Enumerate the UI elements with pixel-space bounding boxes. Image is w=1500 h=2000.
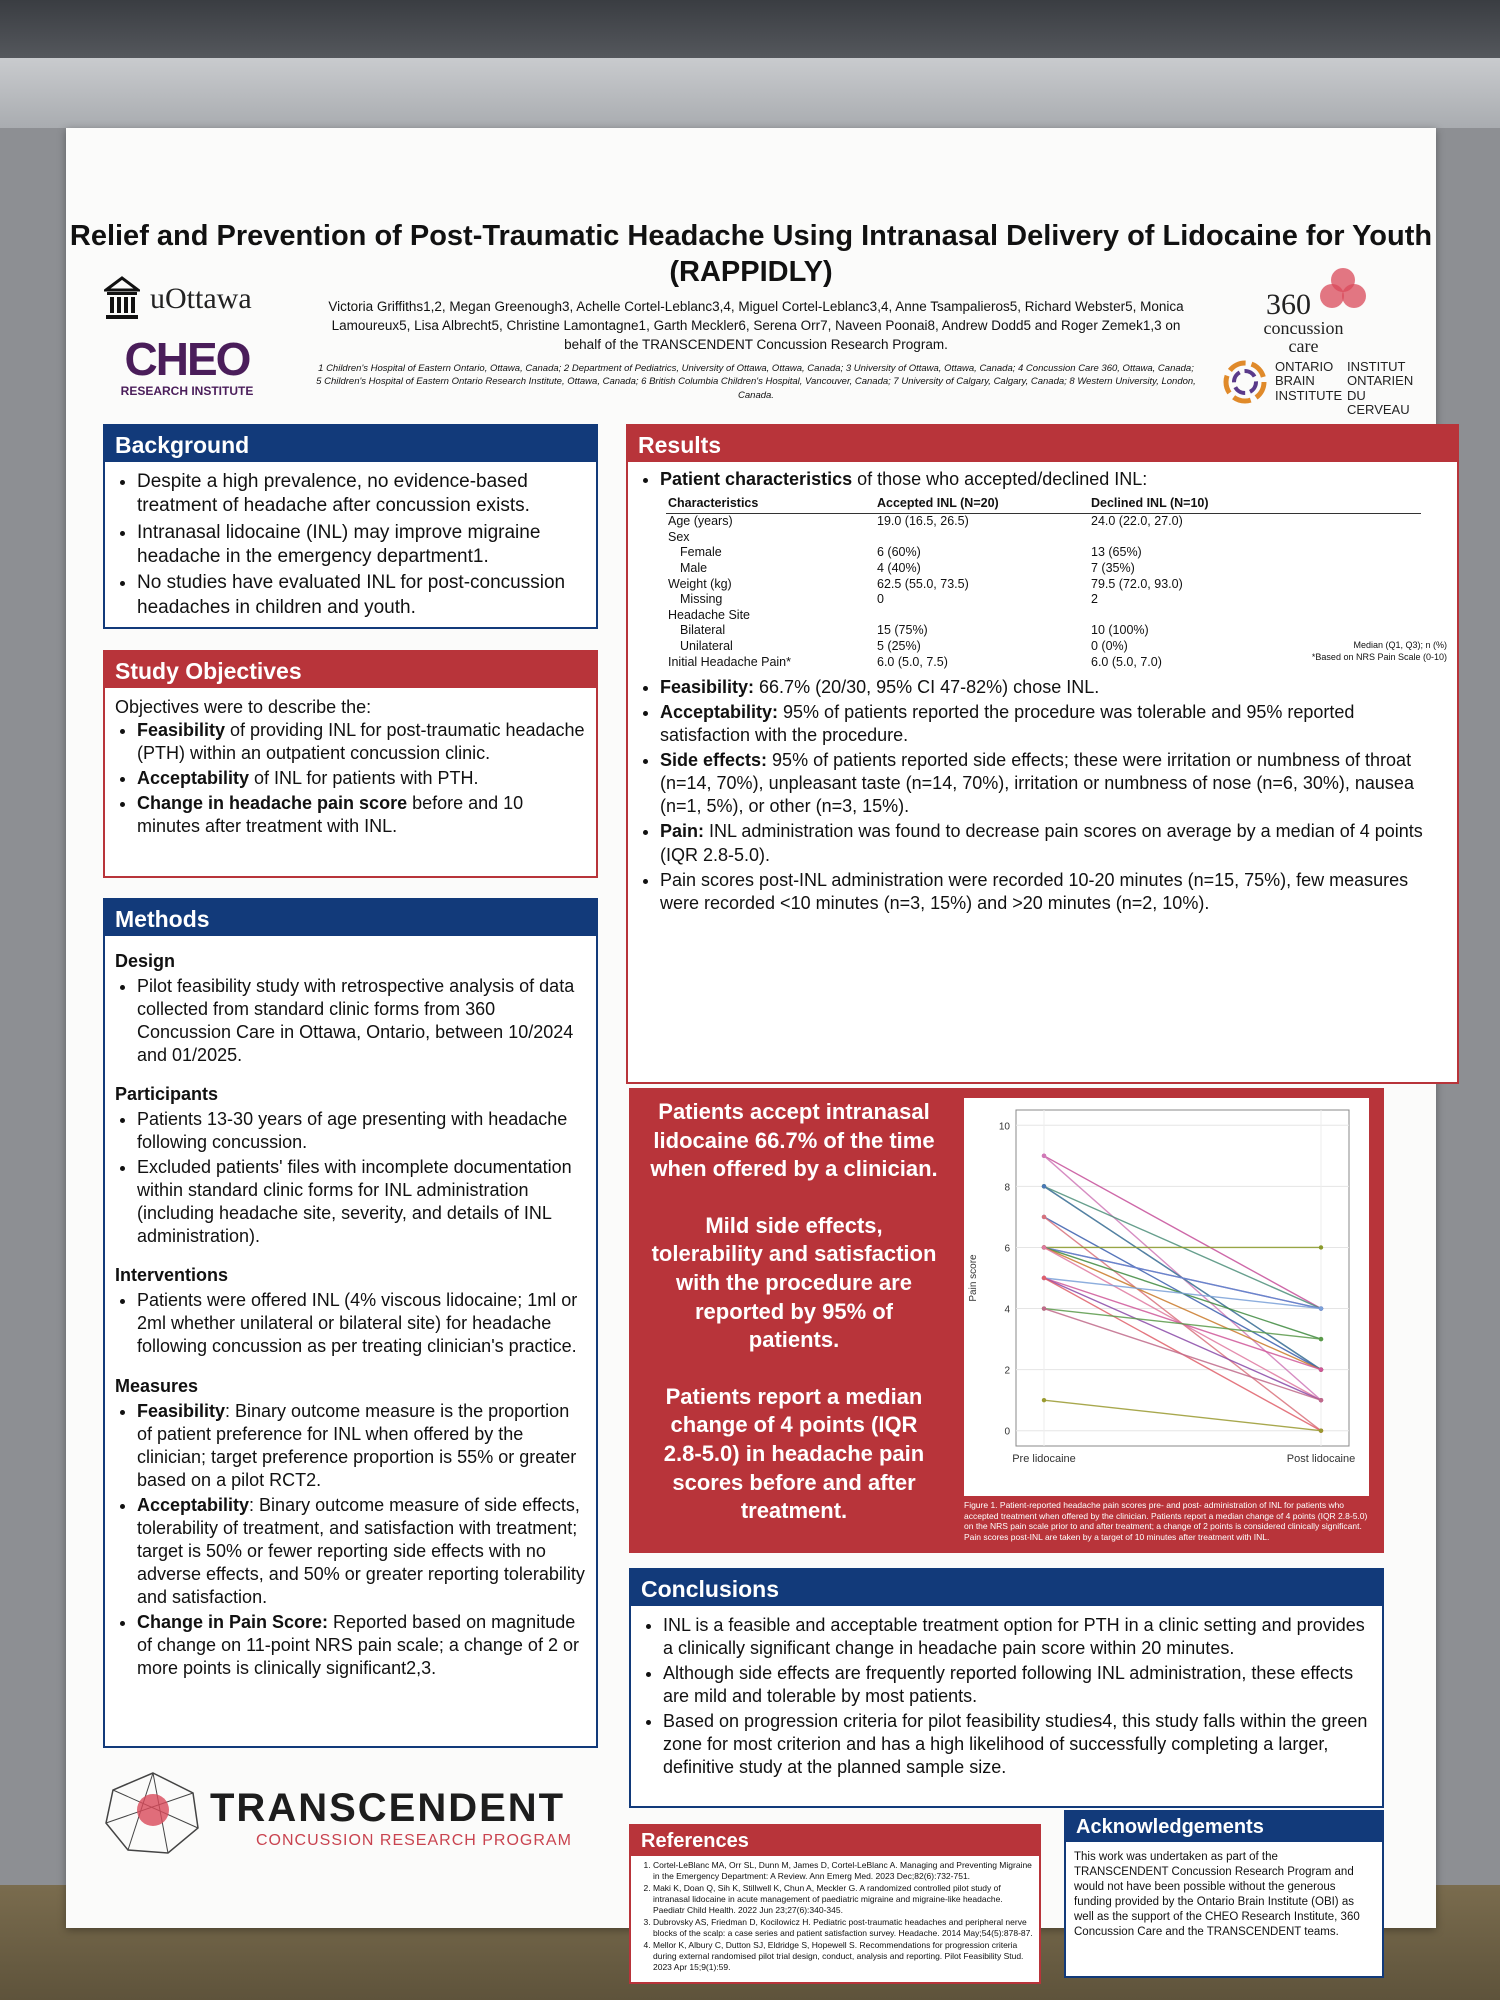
list-item [137, 719, 586, 765]
uottawa-wordmark: uOttawa [150, 282, 252, 315]
item-text: 95% of patients reported side effects; these were irritation or numbness of throat (n=14, 70%), unpleasant taste (n=14, 70%), irritation or numbness of nose (n=6, 30%), nausea (n=1, 5%), or other (n=3, 15%). [660, 750, 1414, 817]
row-label: Male [680, 560, 708, 575]
table-row [666, 561, 1421, 577]
table-row [666, 655, 1421, 671]
participants-heading: Participants [115, 1084, 219, 1105]
table-row [666, 530, 1421, 546]
cheo-logo [112, 333, 262, 398]
obi-name-en: ONTARIO BRAIN INSTITUTE [1275, 359, 1343, 403]
row-label: Unilateral [680, 639, 733, 654]
table-cell [1089, 608, 1421, 624]
data-point [1319, 1367, 1323, 1371]
list-item: • Patients were offered INL (4% viscous lidocaine; 1ml or 2ml whether unilateral or bilateral site) for headache following concussion as per treating clinician's practice. [137, 1289, 586, 1358]
table-cell: 5 (25%) [877, 639, 921, 654]
table-row [666, 577, 1421, 593]
item-label: Feasibility [137, 720, 226, 741]
cheo-subtitle: RESEARCH INSTITUTE [120, 384, 254, 398]
table-row [666, 514, 1421, 530]
item-label: Change in headache pain score [137, 793, 408, 814]
item-text: : Binary outcome measure is the proportion of patient preference for INL when offered by the clinician; target preference proportion is 55% or greater based on a pilot RCT2. [137, 1400, 577, 1490]
row-label: Missing [680, 592, 723, 607]
list-item: • Patients 13-30 years of age presenting with headache following concussion. [137, 1108, 586, 1154]
author-list: Victoria Griffiths1,2, Megan Greenough3, Achelle Cortel-Leblanc3,4, Miguel Cortel-Leblanc3,4, Anne Tsampalieros5, Richard Webster5, Monica Lamoureux5, Lisa Albrecht5, Christine Lamontagne1, Garth Meckler6, Serena Orr7, Naveen Poonai8, Andrew Dodd5 and Roger Zemek1,3 on behalf of the TRANSCENDENT Concussion Research Program. [328, 299, 1184, 352]
list-item: • Based on progression criteria for pilot feasibility studies4, this study falls within the green zone for most criterion and has a high likelihood of successfully completing a larger, definitive study at the planned sample size. [663, 1710, 1372, 1779]
patient-characteristics-table [666, 493, 1421, 670]
key-finding: Patients accept intranasal lidocaine 66.7% of the time when offered by a clinician. [650, 1099, 938, 1182]
acknowledgements-text: This work was undertaken as part of the TRANSCENDENT Concussion Research Program and would not have been possible without the generous funding provided by the Ontario Brain Institute (OBI) as well as the support of the CHEO Research Institute, 360 Concussion Care and the TRANSCENDENT teams. [1074, 1851, 1360, 1938]
transcendent-subtitle: CONCUSSION RESEARCH PROGRAM [256, 1832, 572, 1849]
data-point [1319, 1337, 1323, 1341]
list-item: • Intranasal lidocaine (INL) may improve migraine headache in the emergency department1. [137, 521, 586, 570]
university-building-icon [104, 276, 140, 320]
row-label: Initial Headache Pain* [668, 654, 791, 669]
objectives-heading: Study Objectives [105, 652, 596, 688]
concussion-care-360-logo [1246, 266, 1386, 356]
ceiling [0, 0, 1500, 60]
affiliations: 1 Children's Hospital of Eastern Ontario, Ottawa, Canada; 2 Department of Pediatrics, University of Ottawa, Ottawa, Canada; 3 University of Ottawa, Ottawa, Canada; 4 Concussion Care 360, Ottawa, Canada; 5 Children's Hospital of Eastern Ontario Research Institute, Ottawa, Canada; 6 British Columbia Children's Hospital, Vancouver, Canada; 7 University of Calgary, Calgary, Canada; 8 Western University, London, Canada. [316, 363, 1196, 401]
table-cell [875, 608, 1089, 624]
table-cell: 15 (75%) [877, 623, 928, 638]
data-point [1042, 1306, 1046, 1310]
data-point [1042, 1245, 1046, 1249]
acknowledgements-section [1064, 1810, 1384, 1978]
list-item [660, 701, 1447, 747]
data-point [1042, 1184, 1046, 1188]
table-cell: 6 (60%) [877, 545, 921, 560]
y-tick-label: 6 [1004, 1243, 1010, 1255]
table-note: *Based on NRS Pain Scale (0-10) [1311, 652, 1447, 663]
data-point [1319, 1306, 1323, 1310]
key-findings-panel [629, 1088, 1384, 1553]
list-item: • No studies have evaluated INL for post-concussion headaches in children and youth. [137, 571, 586, 620]
item-label: Acceptability: [660, 702, 779, 723]
item-text: before and 10 minutes after treatment with INL. [137, 793, 524, 837]
data-point [1319, 1398, 1323, 1402]
acknowledgements-heading: Acknowledgements [1066, 1812, 1382, 1842]
item-label: Acceptability [137, 768, 250, 789]
table-row [666, 608, 1421, 624]
y-axis-label: Pain score [968, 1254, 979, 1302]
key-findings-text [649, 1098, 939, 1554]
pc-text: of those who accepted/declined INL: [852, 469, 1148, 489]
list-item [660, 676, 1447, 699]
key-finding: Mild side effects, tolerability and satisfaction with the procedure are reported by 95% of patients. [651, 1212, 937, 1353]
brain-network-icon [98, 1768, 208, 1858]
table-note: Median (Q1, Q3); n (%) [1353, 640, 1447, 651]
c360-word-concussion: concussion [1263, 318, 1344, 338]
list-item [660, 820, 1447, 866]
data-point [1042, 1154, 1046, 1158]
list-item [137, 767, 586, 790]
table-cell [875, 530, 1089, 546]
item-label: Feasibility: [660, 677, 755, 698]
key-finding: Patients report a median change of 4 points (IQR 2.8-5.0) in headache pain scores before and after treatment. [663, 1383, 925, 1524]
references-list [631, 1860, 1033, 1972]
background-list [115, 470, 586, 620]
table-cell: 13 (65%) [1091, 545, 1142, 560]
row-label: Bilateral [680, 623, 726, 638]
data-point [1042, 1276, 1046, 1280]
list-item: • INL is a feasible and acceptable treatment option for PTH in a clinic setting and provides a clinically significant change in headache pain score within 20 minutes. [663, 1614, 1372, 1660]
y-tick-label: 8 [1004, 1182, 1010, 1194]
item-label: Pain: [660, 821, 705, 842]
objectives-section [103, 650, 598, 878]
obi-logo [1221, 356, 1431, 417]
row-label: Sex [668, 529, 690, 544]
item-label: Acceptability [137, 1494, 250, 1515]
list-item [137, 792, 586, 838]
table-cell: 79.5 (72.0, 93.0) [1091, 576, 1183, 591]
cheo-wordmark: CHEO [124, 333, 250, 385]
transcendent-logo [98, 1768, 618, 1858]
row-label: Female [680, 545, 722, 560]
references-section [629, 1824, 1041, 1984]
list-item [660, 749, 1447, 818]
figure-caption: Figure 1. Patient-reported headache pain scores pre- and post- administration of INL for patients who accepted treatment when offered by the clinician. Patients report a median change of 4 points (IQR 2.8-5.0) on the NRS pain scale prior to and after treatment; a change of 2 points is considered clinically significant. Pain scores post-INL are taken by a target of 10 minutes after treatment with INL. [964, 1500, 1368, 1542]
table-cell: 6.0 (5.0, 7.5) [877, 654, 948, 669]
item-text: Reported based on magnitude of change on 11-point NRS pain scale; a change of 2 or more points is clinically significant2,3. [137, 1611, 579, 1678]
reference-item: 2. Maki K, Doan Q, Sih K, Stillwell K, Chun A, Meckler G. A randomized controlled pilot study of intranasal lidocaine in acute management of paediatric migraine and migraine-like headache. Paediatr Child Health. 2022 Jun 23;27(6):340-345. [653, 1883, 1033, 1915]
item-text: of INL for patients with PTH. [249, 768, 479, 789]
data-point [1042, 1398, 1046, 1402]
item-text: : Binary outcome measure of side effects, tolerability of treatment, and satisfaction with treatment; target is 50% or fewer reporting side effects with no adverse effects, and 50% or greater reporting tolerability and satisfaction. [137, 1494, 585, 1607]
reference-item: 4. Mellor K, Albury C, Dutton SJ, Eldridge S, Hopewell S. Recommendations for progression criteria during external randomised pilot trial design, conduct, analysis and reporting. Pilot Feasibility Stud. 2023 Apr 15;9(1):59. [653, 1940, 1033, 1972]
item-text: INL administration was found to decrease pain scores on average by a median of 4 points (IQR 2.8-5.0). [660, 821, 1423, 865]
obi-name-fr: INSTITUT ONTARIEN DU CERVEAU [1347, 359, 1414, 417]
references-heading: References [631, 1826, 1039, 1856]
results-heading: Results [628, 426, 1457, 462]
list-item [137, 1494, 586, 1609]
table-cell: 7 (35%) [1091, 560, 1135, 575]
table-cell: 4 (40%) [877, 560, 921, 575]
measures-heading: Measures [115, 1375, 199, 1396]
row-label: Headache Site [668, 607, 751, 622]
table-cell: 2 [1091, 592, 1098, 607]
item-text: 95% of patients reported the procedure was tolerable and 95% reported satisfaction with the procedure. [660, 702, 1355, 746]
background-heading: Background [105, 426, 596, 462]
column-header: Declined INL (N=10) [1089, 493, 1421, 514]
table-cell [1089, 530, 1421, 546]
item-label: Change in Pain Score: [137, 1611, 329, 1632]
table-cell: 24.0 (22.0, 27.0) [1091, 514, 1183, 529]
y-tick-label: 0 [1004, 1426, 1010, 1438]
row-label: Weight (kg) [668, 576, 732, 591]
table-cell: 19.0 (16.5, 26.5) [877, 514, 969, 529]
table-cell: 10 (100%) [1091, 623, 1149, 638]
transcendent-wordmark: TRANSCENDENT [210, 1786, 566, 1830]
table-row [666, 545, 1421, 561]
c360-number: 360 [1266, 288, 1311, 321]
c360-word-care: care [1288, 336, 1319, 356]
item-text: of providing INL for post-traumatic headache (PTH) within an outpatient concussion clinic. [137, 720, 585, 764]
list-item: • Excluded patients' files with incomplete documentation within standard clinic forms for INL administration (including headache site, severity, and details of INL administration). [137, 1156, 586, 1248]
results-section [626, 424, 1459, 1084]
interventions-heading: Interventions [115, 1265, 229, 1286]
poster [66, 128, 1447, 1972]
methods-section [103, 898, 598, 1748]
row-label: Age (years) [668, 514, 733, 529]
item-label: Feasibility [137, 1400, 226, 1421]
data-point [1319, 1245, 1323, 1249]
item-text: Pain scores post-INL administration were recorded 10-20 minutes (n=15, 75%), few measures were recorded <10 minutes (n=3, 15%) and >20 minutes (n=2, 10%). [660, 869, 1409, 913]
list-item: • Despite a high prevalence, no evidence-based treatment of headache after concussion exists. [137, 470, 586, 519]
overlapping-circles-icon [1318, 266, 1368, 316]
conclusions-section [629, 1568, 1384, 1808]
conclusions-heading: Conclusions [631, 1570, 1382, 1606]
y-tick-label: 2 [1004, 1365, 1010, 1377]
x-tick-label: Post lidocaine [1286, 1453, 1356, 1465]
poster-board-frame [0, 58, 1500, 128]
methods-heading: Methods [105, 900, 596, 936]
pain-score-chart-svg [964, 1098, 1369, 1496]
item-label: Side effects: [660, 750, 768, 771]
table-cell: 0 (0%) [1091, 639, 1128, 654]
list-item: • Pilot feasibility study with retrospective analysis of data collected from standard clinic forms from 360 Concussion Care in Ottawa, Ontario, between 10/2024 and 01/2025. [137, 975, 586, 1067]
item-text: 66.7% (20/30, 95% CI 47-82%) chose INL. [754, 677, 1100, 698]
data-point [1042, 1215, 1046, 1219]
reference-item: 3. Dubrovsky AS, Friedman D, Kocilowicz H. Pediatric post-traumatic headaches and peripheral nerve blocks of the scalp: a case series and patient satisfaction survey. Headache. 2014 May;54(5):878-87. [653, 1917, 1033, 1938]
uottawa-logo [104, 276, 284, 326]
table-cell: 0 [877, 592, 884, 607]
reference-item: 1. Cortel-LeBlanc MA, Orr SL, Dunn M, James D, Cortel-LeBlanc A. Managing and Preventing Migraine in the Emergency Department: A Review. Ann Emerg Med. 2023 Dec;82(6):732-751. [653, 1860, 1033, 1881]
pain-score-chart [964, 1098, 1369, 1496]
column-header: Accepted INL (N=20) [875, 493, 1089, 514]
brain-ring-icon [1221, 358, 1269, 406]
list-item [137, 1611, 586, 1680]
table-cell: 62.5 (55.0, 73.5) [877, 576, 969, 591]
list-item: • Although side effects are frequently reported following INL administration, these effects are mild and tolerable by most patients. [663, 1662, 1372, 1708]
table-cell: 6.0 (5.0, 7.0) [1091, 654, 1162, 669]
column-header: Characteristics [666, 493, 875, 514]
data-point [1319, 1429, 1323, 1433]
poster-title: Relief and Prevention of Post-Traumatic Headache Using Intranasal Delivery of Lidocaine for Youth (RAPPIDLY) [69, 220, 1433, 289]
patient-characteristics-heading [660, 468, 1447, 491]
pc-label: Patient characteristics [660, 469, 853, 489]
table-row [666, 592, 1421, 608]
x-tick-label: Pre lidocaine [1012, 1453, 1076, 1465]
y-tick-label: 10 [998, 1121, 1010, 1133]
list-item [137, 1400, 586, 1492]
y-tick-label: 4 [1004, 1304, 1010, 1316]
table-row [666, 639, 1421, 655]
design-heading: Design [115, 951, 176, 971]
table-row [666, 623, 1421, 639]
background-section [103, 424, 598, 629]
objectives-intro: Objectives were to describe the: [115, 697, 372, 717]
list-item [660, 869, 1447, 915]
